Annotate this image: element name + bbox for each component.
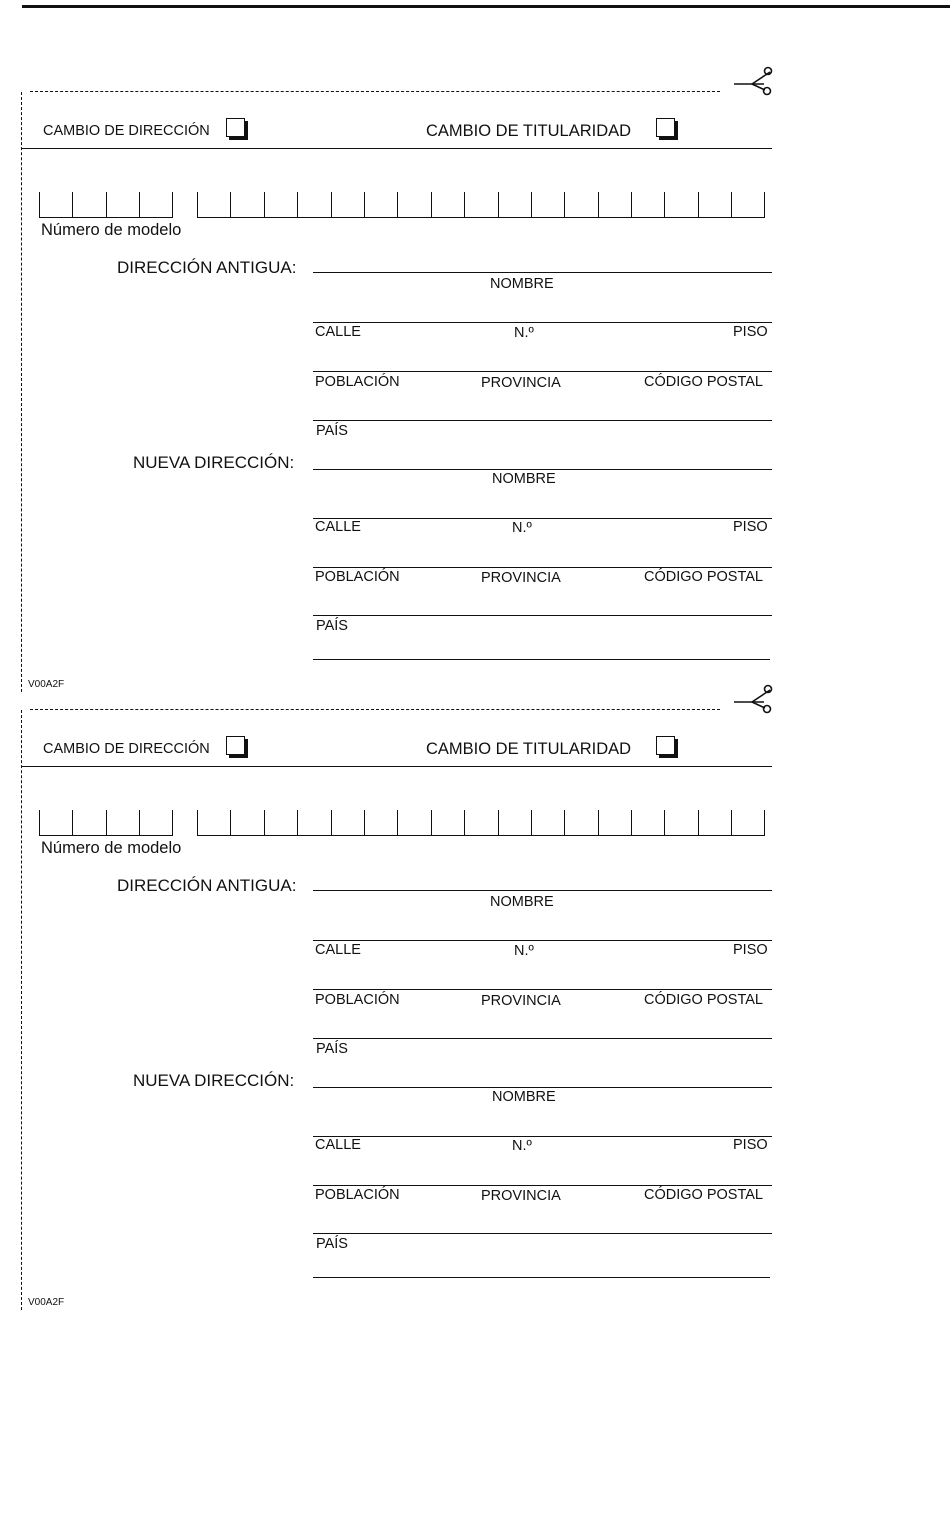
new-town-label: POBLACIÓN [315, 569, 400, 585]
digit-box[interactable] [139, 810, 172, 835]
digit-box[interactable] [664, 192, 697, 217]
digit-box[interactable] [464, 192, 497, 217]
change-form-1 [0, 0, 950, 690]
cut-line [30, 709, 720, 710]
new-country-label: PAÍS [316, 618, 348, 634]
old-number-label: N.º [514, 325, 534, 341]
digit-box[interactable] [498, 810, 531, 835]
digit-box[interactable] [297, 810, 330, 835]
digit-box[interactable] [531, 192, 564, 217]
digit-box[interactable] [230, 810, 263, 835]
old-town-line[interactable] [313, 989, 772, 990]
model-number-prefix-boxes[interactable] [39, 192, 173, 218]
cut-margin-line [21, 710, 22, 1310]
new-postcode-label: CÓDIGO POSTAL [644, 1187, 763, 1203]
old-street-label: CALLE [315, 942, 361, 958]
old-town-label: POBLACIÓN [315, 374, 400, 390]
digit-box[interactable] [731, 810, 764, 835]
new-town-label: POBLACIÓN [315, 1187, 400, 1203]
digit-box[interactable] [397, 192, 430, 217]
digit-box[interactable] [531, 810, 564, 835]
digit-box[interactable] [230, 192, 263, 217]
scissors-icon [734, 66, 774, 96]
digit-box[interactable] [464, 810, 497, 835]
new-province-label: PROVINCIA [481, 570, 561, 586]
digit-box[interactable] [598, 192, 631, 217]
digit-box[interactable] [364, 810, 397, 835]
change-owner-checkbox[interactable] [656, 118, 675, 137]
old-number-label: N.º [514, 943, 534, 959]
digit-box[interactable] [364, 192, 397, 217]
old-street-label: CALLE [315, 324, 361, 340]
old-address-title: DIRECCIÓN ANTIGUA: [117, 876, 297, 895]
digit-box[interactable] [564, 810, 597, 835]
model-number-prefix-boxes[interactable] [39, 810, 173, 836]
old-country-label: PAÍS [316, 423, 348, 439]
new-floor-label: PISO [733, 1137, 768, 1153]
new-postcode-label: CÓDIGO POSTAL [644, 569, 763, 585]
model-number-label: Número de modelo [41, 839, 182, 857]
new-street-label: CALLE [315, 519, 361, 535]
cut-margin-line [21, 92, 22, 692]
digit-box[interactable] [331, 810, 364, 835]
old-province-label: PROVINCIA [481, 375, 561, 391]
digit-box[interactable] [139, 192, 172, 217]
old-country-label: PAÍS [316, 1041, 348, 1057]
change-address-label: CAMBIO DE DIRECCIÓN [43, 123, 210, 139]
change-form-2 [0, 618, 950, 1308]
digit-box[interactable] [197, 192, 230, 217]
header-rule [22, 148, 772, 149]
old-street-line[interactable] [313, 322, 772, 323]
old-name-line[interactable] [313, 272, 772, 273]
digit-box[interactable] [397, 810, 430, 835]
digit-box[interactable] [631, 810, 664, 835]
digit-box[interactable] [698, 192, 731, 217]
change-owner-label: CAMBIO DE TITULARIDAD [426, 740, 632, 758]
old-country-line[interactable] [313, 1038, 772, 1039]
scissors-icon [734, 684, 774, 714]
old-floor-label: PISO [733, 324, 768, 340]
digit-box[interactable] [331, 192, 364, 217]
digit-box[interactable] [631, 192, 664, 217]
new-town-line[interactable] [313, 567, 772, 568]
header-rule [22, 766, 772, 767]
digit-box[interactable] [39, 810, 72, 835]
new-country-label: PAÍS [316, 1236, 348, 1252]
model-number-label: Número de modelo [41, 221, 182, 239]
reference-code: V00A2F [28, 679, 65, 690]
digit-box[interactable] [431, 192, 464, 217]
change-address-label: CAMBIO DE DIRECCIÓN [43, 741, 210, 757]
change-owner-label: CAMBIO DE TITULARIDAD [426, 122, 632, 140]
new-street-line[interactable] [313, 1136, 772, 1137]
old-name-label: NOMBRE [490, 276, 554, 292]
new-address-title: NUEVA DIRECCIÓN: [133, 1071, 295, 1090]
new-name-label: NOMBRE [492, 471, 556, 487]
digit-box[interactable] [106, 810, 139, 835]
old-postcode-label: CÓDIGO POSTAL [644, 992, 763, 1008]
digit-box[interactable] [264, 192, 297, 217]
new-town-line[interactable] [313, 1185, 772, 1186]
digit-box[interactable] [72, 810, 105, 835]
new-street-line[interactable] [313, 518, 772, 519]
change-address-checkbox[interactable] [226, 118, 245, 137]
old-floor-label: PISO [733, 942, 768, 958]
digit-box[interactable] [264, 810, 297, 835]
model-number-boxes[interactable] [197, 810, 765, 836]
old-postcode-label: CÓDIGO POSTAL [644, 374, 763, 390]
new-floor-label: PISO [733, 519, 768, 535]
new-country-line[interactable] [313, 1233, 772, 1234]
model-number-boxes[interactable] [197, 192, 765, 218]
digit-box[interactable] [297, 192, 330, 217]
digit-box[interactable] [72, 192, 105, 217]
digit-box[interactable] [564, 192, 597, 217]
old-province-label: PROVINCIA [481, 993, 561, 1009]
digit-box[interactable] [498, 192, 531, 217]
digit-box[interactable] [431, 810, 464, 835]
old-address-title: DIRECCIÓN ANTIGUA: [117, 258, 297, 277]
new-number-label: N.º [512, 1138, 532, 1154]
new-province-label: PROVINCIA [481, 1188, 561, 1204]
new-country-line[interactable] [313, 615, 772, 616]
old-town-line[interactable] [313, 371, 772, 372]
digit-box[interactable] [598, 810, 631, 835]
old-name-line[interactable] [313, 890, 772, 891]
digit-box[interactable] [197, 810, 230, 835]
new-name-label: NOMBRE [492, 1089, 556, 1105]
change-owner-checkbox[interactable] [656, 736, 675, 755]
digit-box[interactable] [39, 192, 72, 217]
new-extra-line[interactable] [313, 1277, 770, 1278]
digit-box[interactable] [698, 810, 731, 835]
digit-box[interactable] [106, 192, 139, 217]
old-country-line[interactable] [313, 420, 772, 421]
new-address-title: NUEVA DIRECCIÓN: [133, 453, 295, 472]
old-town-label: POBLACIÓN [315, 992, 400, 1008]
cut-line [30, 91, 720, 92]
digit-box[interactable] [731, 192, 764, 217]
new-name-line[interactable] [313, 469, 772, 470]
new-number-label: N.º [512, 520, 532, 536]
new-name-line[interactable] [313, 1087, 772, 1088]
digit-box[interactable] [664, 810, 697, 835]
old-name-label: NOMBRE [490, 894, 554, 910]
reference-code: V00A2F [28, 1297, 65, 1308]
old-street-line[interactable] [313, 940, 772, 941]
new-street-label: CALLE [315, 1137, 361, 1153]
change-address-checkbox[interactable] [226, 736, 245, 755]
